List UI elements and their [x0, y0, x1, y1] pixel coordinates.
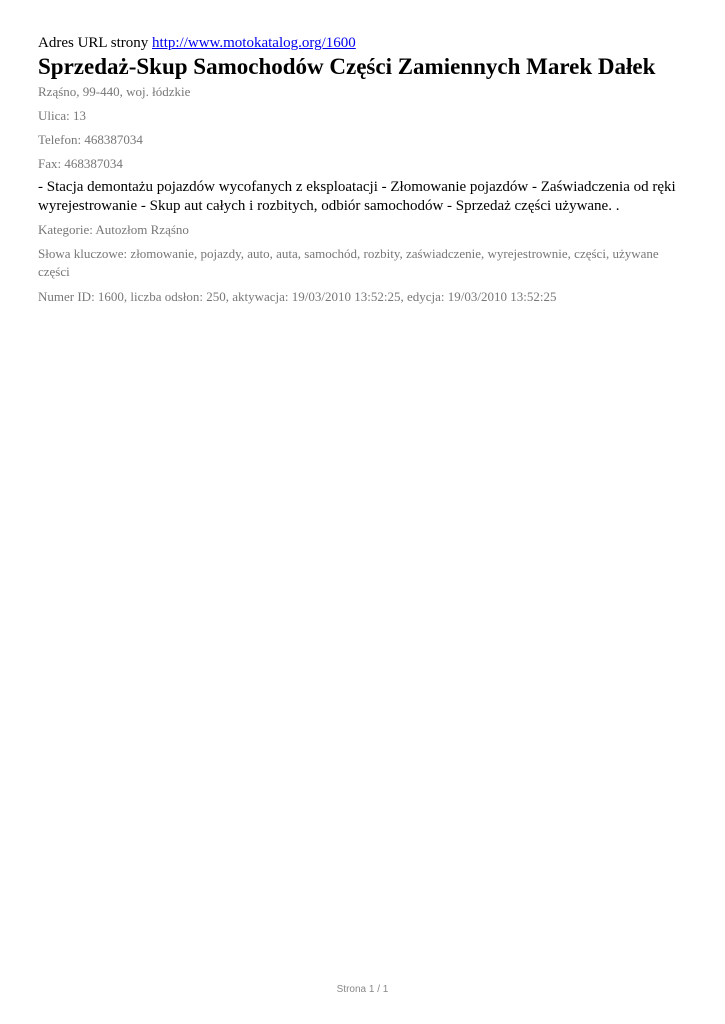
- listing-title: Sprzedaż-Skup Samochodów Części Zamiennych Marek Dałek: [38, 54, 656, 79]
- address-text: Rząśno, 99-440, woj. łódzkie: [38, 84, 191, 99]
- listing-description: - Stacja demontażu pojazdów wycofanych z eksploatacji - Złomowanie pojazdów - Zaświadczenia od ręki wyrejestrowanie - Skup aut całych i rozbitych, odbiór samochodów - Sprzedaż części używane. .: [38, 179, 676, 214]
- record-info-text: Numer ID: 1600, liczba odsłon: 250, aktywacja: 19/03/2010 13:52:25, edycja: 19/03/2010 13:52:25: [38, 289, 557, 304]
- url-label: Adres URL strony: [38, 35, 149, 51]
- page-url-link[interactable]: http://www.motokatalog.org/1600: [152, 35, 356, 51]
- phone-text: Telefon: 468387034: [38, 132, 143, 147]
- category-text: Kategorie: Autozłom Rząśno: [38, 222, 189, 237]
- street-text: Ulica: 13: [38, 108, 87, 123]
- page-url-line: [38, 34, 356, 52]
- fax-text: Fax: 468387034: [38, 156, 123, 171]
- page-number-footer: Strona 1 / 1: [336, 984, 389, 995]
- keywords-text: Słowa kluczowe: złomowanie, pojazdy, auto, auta, samochód, rozbity, zaświadczenie, wyrejestrownie, części, używane części: [38, 246, 659, 279]
